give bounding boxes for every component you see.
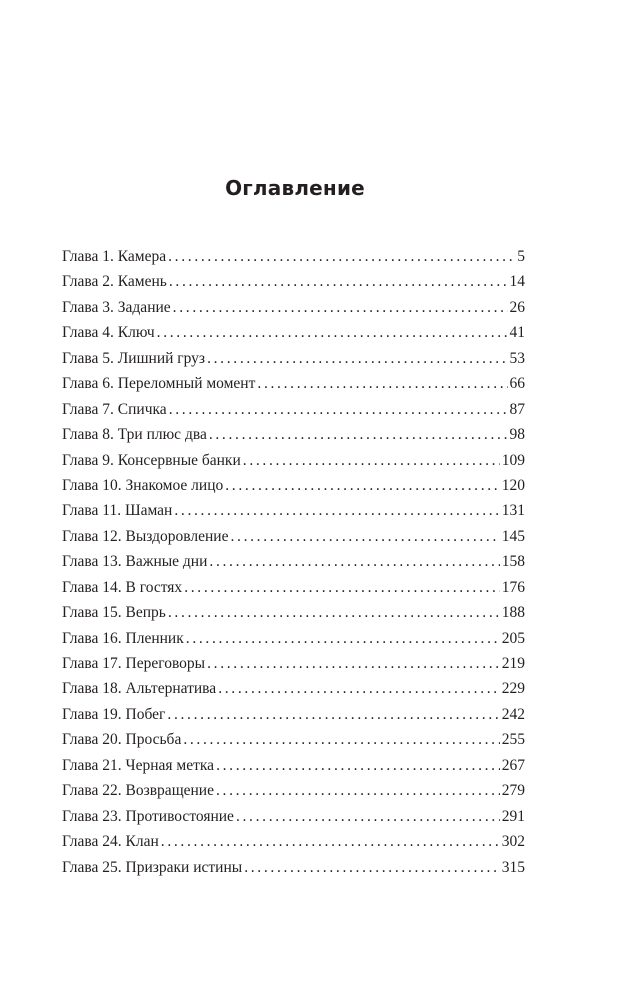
toc-entry-page: 66 (509, 375, 525, 393)
toc-entry-page: 41 (509, 324, 525, 342)
toc-entry-page: 158 (501, 553, 525, 571)
toc-entry-title: Глава 12. Выздоровление (62, 527, 229, 545)
toc-entry-title: Глава 3. Задание (62, 298, 171, 316)
toc-entry-title: Глава 17. Переговоры (62, 655, 206, 672)
toc-entry (62, 320, 525, 345)
dot-leader (207, 346, 507, 371)
toc-entry (62, 448, 525, 473)
toc-entry-page: 242 (501, 705, 525, 723)
dot-leader (218, 676, 500, 701)
toc-entry-page: 5 (517, 248, 525, 265)
toc-entry-title: Глава 5. Лишний груз (62, 349, 206, 367)
toc-entry (62, 753, 525, 778)
dot-leader (173, 295, 508, 320)
toc-entry (62, 295, 525, 320)
dot-leader (174, 498, 499, 523)
toc-title: Оглавление (225, 176, 365, 200)
toc-entry (62, 626, 525, 651)
toc-entry-title: Глава 22. Возвращение (62, 782, 214, 800)
toc-entry (62, 371, 525, 396)
toc-entry-title: Глава 10. Знакомое лицо (62, 476, 224, 494)
toc-entry-title: Глава 2. Камень (62, 273, 167, 291)
toc-entry (62, 727, 525, 752)
toc-entry (62, 778, 525, 803)
toc-entry-page: 176 (501, 578, 525, 596)
toc-entry-page: 219 (501, 655, 525, 672)
dot-leader (236, 804, 500, 829)
toc-entry-page: 109 (501, 451, 525, 469)
toc-entry-title: Глава 4. Ключ (62, 324, 155, 342)
toc-entry-page: 131 (501, 502, 525, 520)
toc-entry (62, 651, 525, 676)
toc-entry (62, 346, 525, 371)
toc-entry-title: Глава 19. Побег (62, 705, 166, 723)
toc-entry (62, 702, 525, 727)
dot-leader (244, 855, 500, 880)
toc-entry (62, 473, 525, 498)
toc-entry (62, 244, 525, 269)
toc-entry-page: 53 (509, 349, 525, 367)
toc-entry (62, 524, 525, 549)
toc-entry-page: 315 (501, 858, 525, 876)
dot-leader (243, 448, 500, 473)
dot-leader (161, 829, 500, 854)
toc-entry-page: 145 (501, 527, 525, 545)
toc-entry (62, 600, 525, 625)
toc-list (62, 244, 525, 880)
toc-entry-title: Глава 14. В гостях (62, 578, 183, 596)
toc-entry (62, 498, 525, 523)
dot-leader (230, 524, 499, 549)
toc-entry-title: Глава 24. Клан (62, 833, 159, 851)
toc-entry (62, 269, 525, 294)
toc-entry-title: Глава 20. Просьба (62, 731, 182, 749)
toc-entry-title: Глава 8. Три плюс два (62, 426, 207, 444)
dot-leader (216, 753, 500, 778)
toc-entry-title: Глава 16. Пленник (62, 629, 184, 647)
dot-leader (207, 651, 500, 676)
toc-entry-page: 279 (501, 782, 525, 800)
toc-entry-page: 26 (509, 298, 525, 316)
toc-entry-page: 291 (501, 807, 525, 825)
dot-leader (209, 422, 508, 447)
toc-entry-page: 98 (509, 426, 525, 444)
toc-entry-title: Глава 6. Переломный момент (62, 375, 256, 393)
dot-leader (169, 269, 508, 294)
toc-entry-title: Глава 21. Черная метка (62, 756, 215, 774)
dot-leader (168, 600, 500, 625)
dot-leader (257, 371, 507, 396)
toc-entry (62, 549, 525, 574)
toc-entry-page: 87 (509, 400, 525, 418)
toc-entry (62, 804, 525, 829)
dot-leader (209, 549, 499, 574)
toc-entry (62, 397, 525, 422)
toc-entry-page: 14 (509, 273, 525, 291)
dot-leader (169, 397, 508, 422)
toc-entry-title: Глава 13. Важные дни (62, 553, 208, 571)
toc-entry-title: Глава 25. Призраки истины (62, 858, 243, 876)
dot-leader (167, 702, 499, 727)
toc-entry (62, 829, 525, 854)
toc-entry-page: 120 (501, 476, 525, 494)
toc-entry-title: Глава 9. Консервные банки (62, 451, 241, 469)
dot-leader (183, 727, 499, 752)
dot-leader (186, 626, 500, 651)
toc-entry-title: Глава 15. Вепрь (62, 604, 166, 622)
toc-entry-page: 188 (501, 604, 525, 622)
toc-entry-page: 302 (501, 833, 525, 851)
dot-leader (216, 778, 500, 803)
dot-leader (184, 575, 500, 600)
toc-entry-page: 255 (501, 731, 525, 749)
toc-entry (62, 676, 525, 701)
toc-entry (62, 855, 525, 880)
toc-entry-title: Глава 23. Противостояние (62, 807, 234, 825)
dot-leader (225, 473, 500, 498)
toc-entry-page: 205 (501, 629, 525, 647)
dot-leader (157, 320, 508, 345)
toc-entry-page: 267 (501, 756, 525, 774)
toc-entry-title: Глава 7. Спичка (62, 400, 167, 418)
toc-entry-title: Глава 1. Камера (62, 248, 167, 265)
toc-entry-page: 229 (501, 680, 525, 698)
toc-entry (62, 575, 525, 600)
dot-leader (168, 244, 515, 269)
toc-entry (62, 422, 525, 447)
toc-entry-title: Глава 18. Альтернатива (62, 680, 217, 698)
toc-entry-title: Глава 11. Шаман (62, 502, 173, 520)
